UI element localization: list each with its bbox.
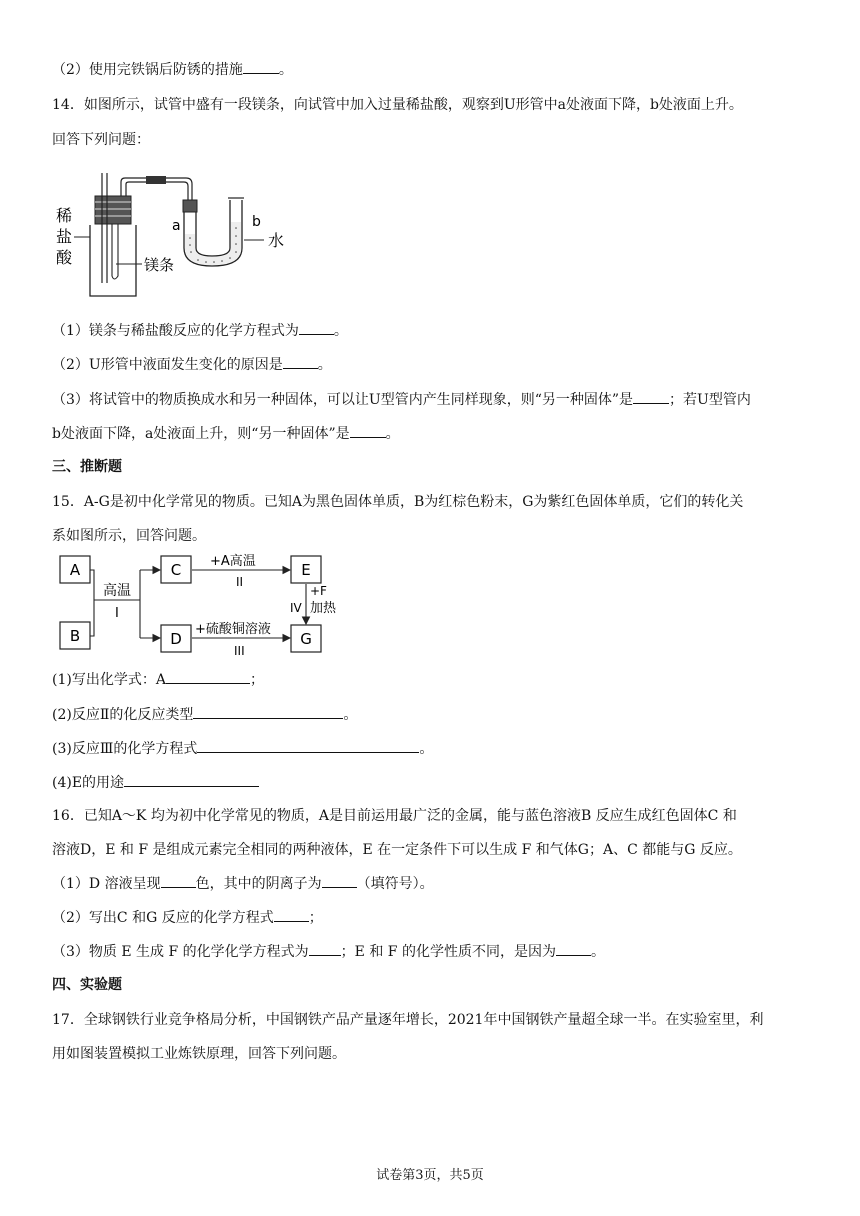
q16-sub3: （3）物质 E 生成 F 的化学化学方程式为 ；E 和 F 的化学性质不同，是因为 。 bbox=[52, 941, 605, 962]
q14-sub1: （1）镁条与稀盐酸反应的化学方程式为 。 bbox=[52, 320, 348, 341]
label-a: a bbox=[172, 218, 181, 234]
cond-plus-F: +F bbox=[310, 584, 327, 598]
q13-sub2: （2）使用完铁锅后防锈的措施 。 bbox=[52, 59, 293, 80]
q15-sub3: (3)反应Ⅲ的化学方程式 。 bbox=[52, 738, 433, 759]
q17-stem-line2: 用如图装置模拟工业炼铁原理，回答下列问题。 bbox=[52, 1046, 346, 1062]
answer-blank[interactable] bbox=[243, 59, 279, 74]
cond-high-temp: 高温 bbox=[103, 583, 131, 599]
roman-IV: IV bbox=[290, 601, 302, 615]
acid-label-2: 盐 bbox=[56, 227, 73, 246]
conversion-flow-diagram bbox=[50, 550, 340, 660]
section-heading-experiment: 四、实验题 bbox=[52, 977, 122, 993]
answer-blank[interactable] bbox=[193, 704, 343, 719]
label-b: b bbox=[252, 214, 261, 230]
answer-blank[interactable] bbox=[124, 772, 259, 787]
q15-sub4: (4)E的用途 bbox=[52, 772, 259, 793]
svg-text:B: B bbox=[69, 627, 81, 645]
svg-text:E: E bbox=[301, 561, 311, 579]
acid-label-3: 酸 bbox=[56, 248, 73, 267]
q15-sub1: (1)写出化学式：A ； bbox=[52, 669, 264, 690]
cond-heat: 加热 bbox=[310, 601, 337, 616]
answer-blank[interactable] bbox=[309, 941, 341, 956]
q14-stem-line1: 14．如图所示，试管中盛有一段镁条，向试管中加入过量稀盐酸，观察到U形管中a处液面下降，b处液面上升。 bbox=[52, 97, 743, 113]
answer-blank[interactable] bbox=[299, 320, 334, 335]
cond-plus-A-high-temp: +A高温 bbox=[210, 554, 256, 569]
roman-I: I bbox=[115, 606, 119, 621]
q16-stem-line2: 溶液D，E 和 F 是组成元素完全相同的两种液体，E 在一定条件下可以生成 F 和气体G；A、C 都能与G 反应。 bbox=[52, 842, 742, 858]
answer-blank[interactable] bbox=[350, 423, 386, 438]
q14-sub3-line2: b处液面下降，a处液面上升，则“另一种固体”是 。 bbox=[52, 423, 400, 444]
q14-sub3-line1: （3）将试管中的物质换成水和另一种固体，可以让U型管内产生同样现象，则“另一种固体”是 ；若U型管内 bbox=[52, 389, 751, 410]
answer-blank[interactable] bbox=[161, 873, 196, 888]
answer-blank[interactable] bbox=[166, 669, 250, 684]
q14-sub2: （2）U形管中液面发生变化的原因是 。 bbox=[52, 354, 332, 375]
q16-stem-line1: 16．已知A～K 均为初中化学常见的物质，A是目前运用最广泛的金属，能与蓝色溶液B 反应生成红色固体C 和 bbox=[52, 808, 737, 824]
roman-III: III bbox=[234, 644, 245, 658]
svg-text:G: G bbox=[300, 630, 312, 648]
water-label: 水 bbox=[268, 231, 285, 250]
cond-copper-sulfate: +硫酸铜溶液 bbox=[195, 622, 271, 637]
page-footer: 试卷第3页，共5页 bbox=[376, 1168, 484, 1183]
q15-sub2: (2)反应Ⅱ的化反应类型 。 bbox=[52, 704, 357, 725]
q14-stem-line2: 回答下列问题： bbox=[52, 132, 150, 148]
answer-blank[interactable] bbox=[556, 941, 591, 956]
section-heading-inference: 三、推断题 bbox=[52, 459, 122, 475]
answer-blank[interactable] bbox=[322, 873, 357, 888]
q16-sub1: （1）D 溶液呈现 色，其中的阴离子为 （填符号）。 bbox=[52, 873, 434, 894]
mg-ribbon-label: 镁条 bbox=[144, 256, 175, 274]
acid-label-1: 稀 bbox=[56, 206, 73, 225]
q15-stem-line1: 15．A-G是初中化学常见的物质。已知A为黑色固体单质，B为红棕色粉末，G为紫红色固体单质，它们的转化关 bbox=[52, 494, 744, 510]
answer-blank[interactable] bbox=[633, 389, 669, 404]
answer-blank[interactable] bbox=[283, 354, 318, 369]
answer-blank[interactable] bbox=[197, 738, 419, 753]
roman-II: II bbox=[236, 575, 244, 589]
u-tube-apparatus-figure bbox=[50, 168, 340, 303]
svg-text:A: A bbox=[69, 561, 81, 579]
svg-text:D: D bbox=[170, 630, 182, 648]
q16-sub2: （2）写出C 和G 反应的化学方程式 ； bbox=[52, 907, 323, 928]
answer-blank[interactable] bbox=[274, 907, 309, 922]
q15-stem-line2: 系如图所示，回答问题。 bbox=[52, 528, 206, 544]
q17-stem-line1: 17．全球钢铁行业竞争格局分析，中国钢铁产品产量逐年增长，2021年中国钢铁产量超全球一半。在实验室里，利 bbox=[52, 1012, 764, 1028]
svg-text:C: C bbox=[170, 561, 182, 579]
